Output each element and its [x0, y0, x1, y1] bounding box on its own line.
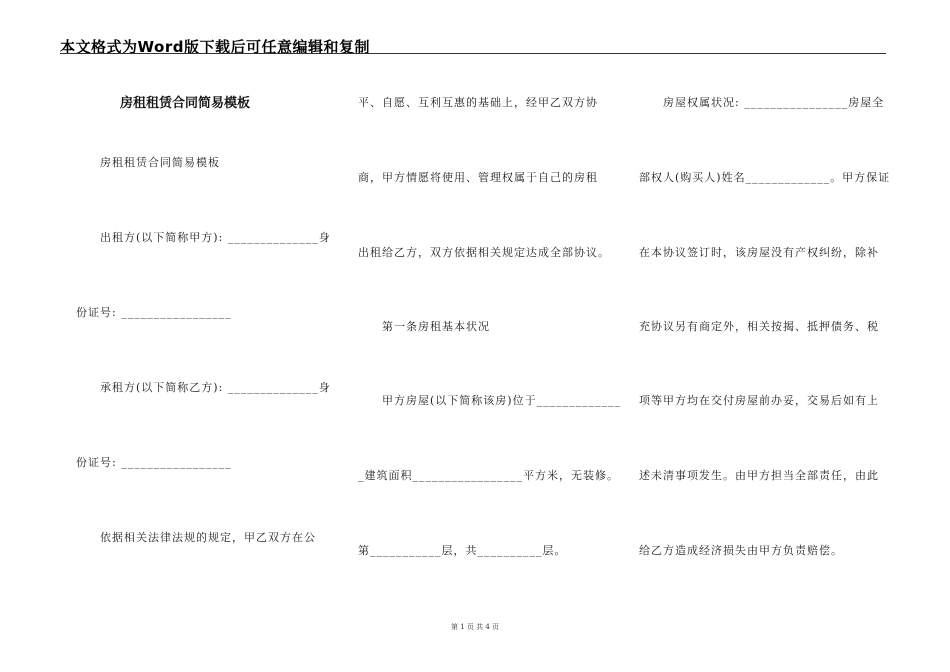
paragraph-line: 充协议另有商定外，相关按揭、抵押债务、税 — [639, 320, 879, 333]
paragraph-line: 房租租赁合同简易模板 — [100, 156, 220, 169]
section-heading: 第一条房租基本状况 — [382, 320, 490, 333]
paragraph-line: 商，甲方情愿将使用、管理权属于自己的房租 — [358, 171, 598, 184]
paragraph-line: 平、自愿、互利互惠的基础上，经甲乙双方协 — [358, 96, 598, 109]
paragraph-line: 依据相关法律法规的规定，甲乙双方在公 — [100, 531, 316, 544]
paragraph-line: 甲方房屋(以下简称该房)位于_____________ — [382, 394, 622, 407]
document-title: 房租租赁合同简易模板 — [120, 96, 251, 111]
paragraph-line: 部权人(购买人)姓名_____________。甲方保证 — [639, 171, 891, 184]
paragraph-line: 在本协议签订时，该房屋没有产权纠纷，除补 — [639, 246, 879, 259]
paragraph-line: 出租给乙方，双方依据相关规定达成全部协议。 — [358, 246, 610, 259]
paragraph-line: _建筑面积_________________平方米，无装修。 — [358, 469, 619, 482]
paragraph-line: 给乙方造成经济损失由甲方负责赔偿。 — [639, 544, 843, 557]
document-banner: 本文格式为Word版下载后可任意编辑和复制 — [60, 38, 370, 56]
header-divider — [60, 53, 886, 54]
paragraph-line: 份证号: _________________ — [76, 456, 232, 469]
page-number: 第 1 页 共 4 页 — [450, 623, 500, 631]
paragraph-line: 第___________层，共__________层。 — [358, 544, 567, 557]
paragraph-line: 出租方(以下简称甲方): ______________身 — [100, 231, 331, 244]
paragraph-line: 房屋权属状况: ________________房屋全 — [663, 96, 885, 109]
paragraph-line: 项等甲方均在交付房屋前办妥，交易后如有上 — [639, 394, 879, 407]
paragraph-line: 承租方(以下简称乙方): ______________身 — [100, 381, 331, 394]
paragraph-line: 份证号: _________________ — [76, 306, 232, 319]
paragraph-line: 述未清事项发生。由甲方担当全部责任，由此 — [639, 469, 879, 482]
